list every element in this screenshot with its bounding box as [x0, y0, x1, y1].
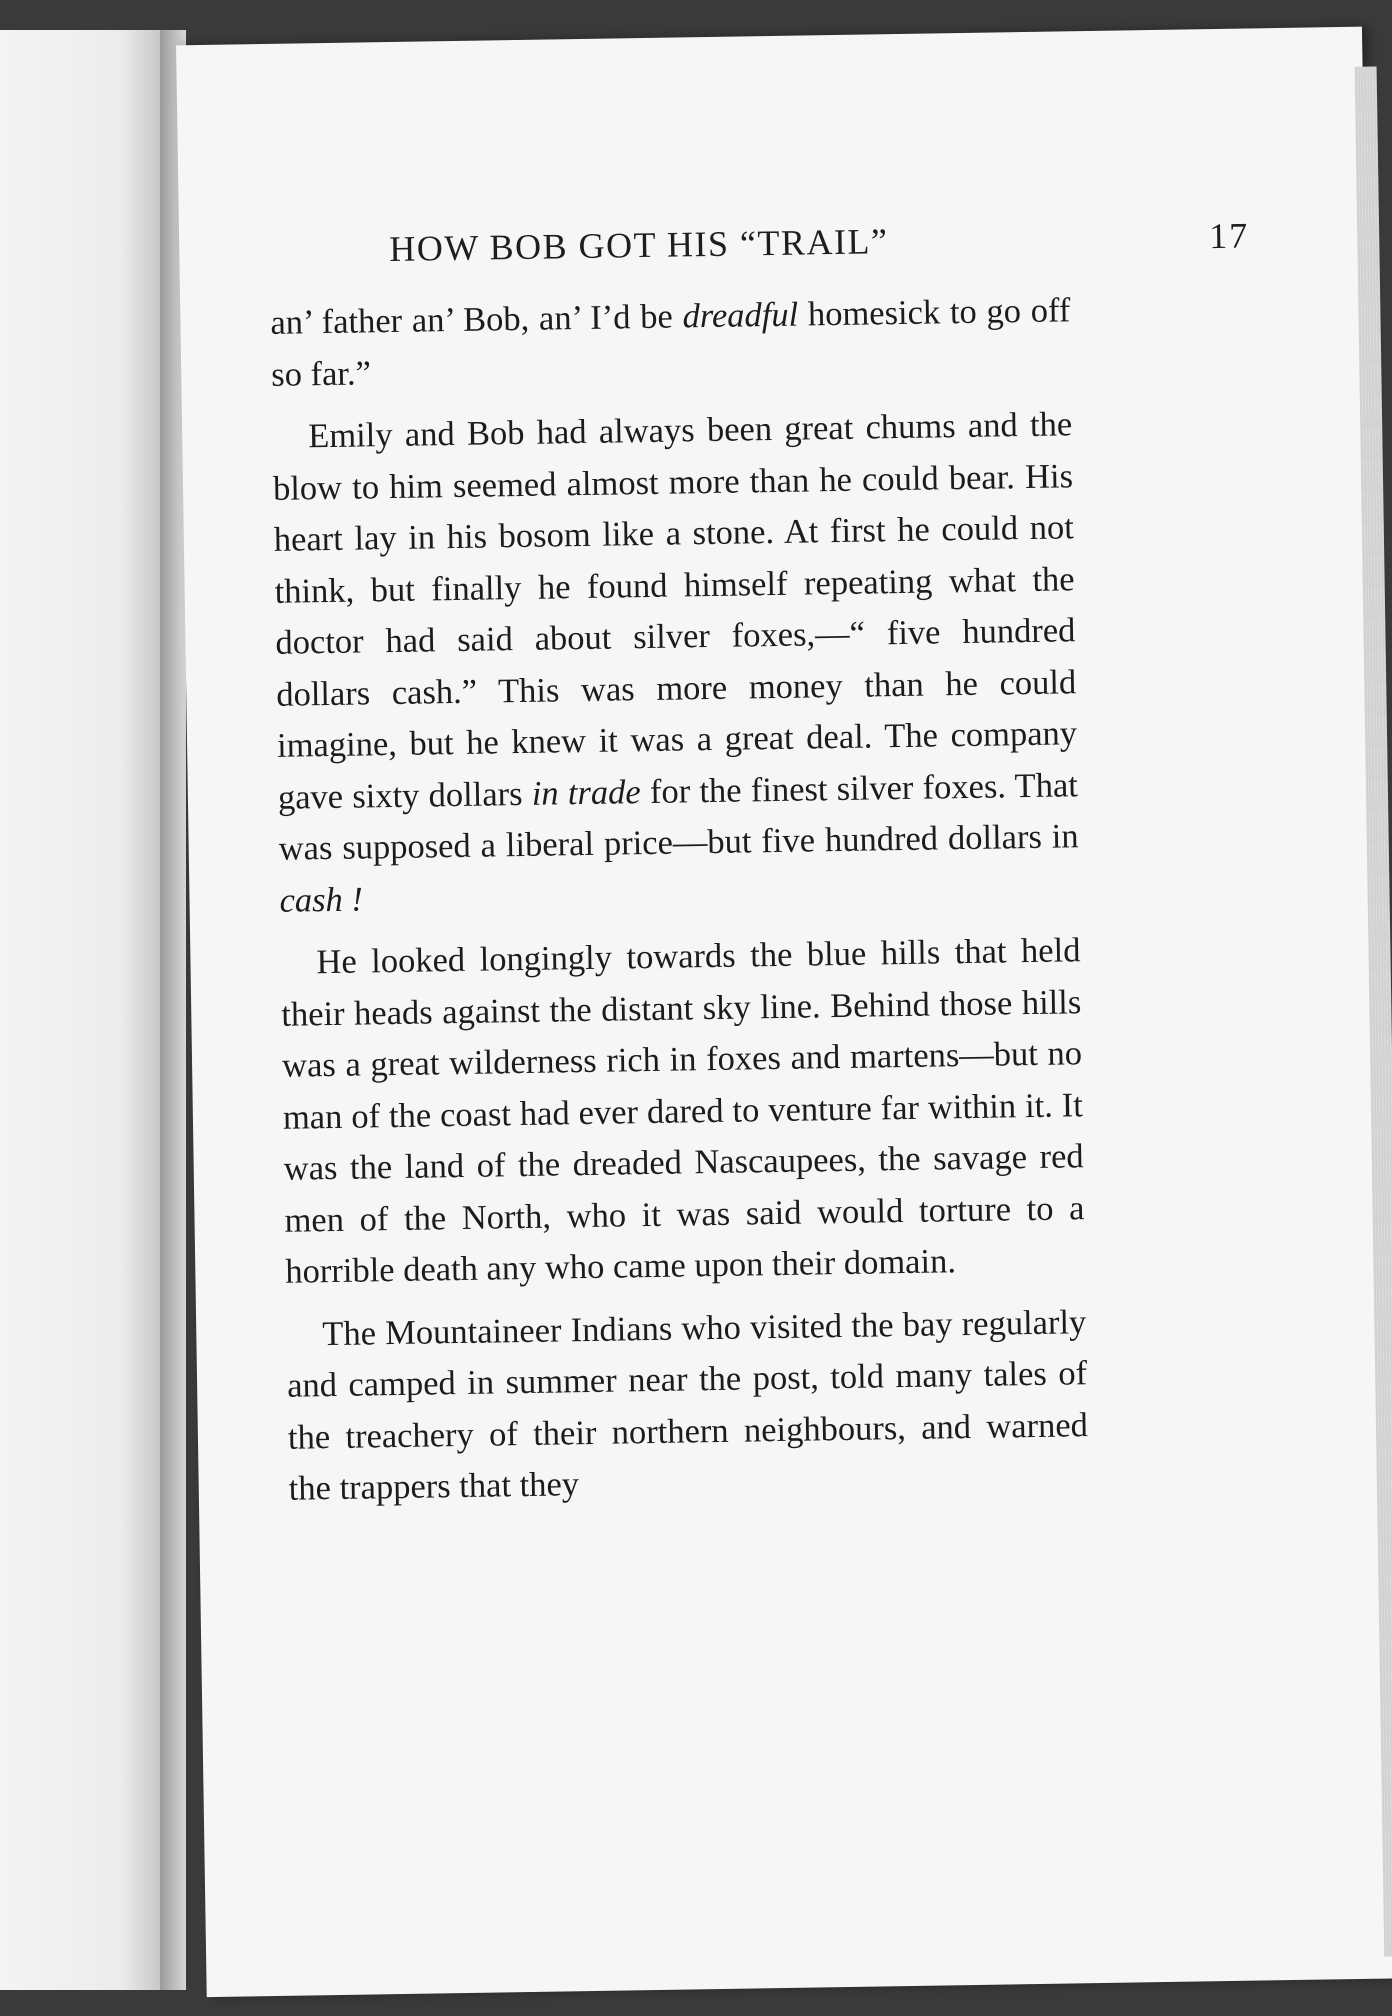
running-title: HOW BOB GOT HIS “TRAIL”: [388, 221, 889, 269]
text-segment: He looked longingly towards the blue hills that held their heads against the distant sky line. Behind those hills was a great wilderness rich in foxes and martens—but no man of the coast had ever dared to venture far within it. It was the land of the dreaded Nascaupees, the savage red men of the North, who it was said would torture to a horrible death any who came upon their domain.: [281, 931, 1085, 1291]
paragraph-1: [270, 285, 1072, 401]
body-text: [270, 285, 1089, 1526]
paragraph-4: [286, 1297, 1089, 1516]
book-page: [176, 27, 1392, 1997]
text-segment: for the finest silver foxes. That was supposed a liberal price—but five hundred dollars in: [278, 765, 1079, 868]
previous-page-leaf: [0, 30, 172, 1990]
page-number: 17: [1208, 215, 1250, 257]
page-edges: [1355, 66, 1392, 1956]
paragraph-2: [272, 399, 1080, 927]
text-segment: homesick to go off so far.”: [270, 291, 1071, 394]
italic-segment: cash !: [279, 879, 364, 920]
text-segment: an’ father an’ Bob, an’ I’d be: [270, 297, 683, 342]
italic-segment: in trade: [531, 772, 641, 813]
running-header: [389, 214, 1250, 270]
italic-segment: dreadful: [682, 295, 799, 336]
text-segment: Emily and Bob had always been great chums and the blow to him seemed almost more than he could bear. His heart lay in his bosom like a stone. At first he could not think, but finally he found himself repeating what the doctor had said about silver foxes,—“ five hundred dollars cash.” This was more money than he could imagine, but he knew it was a great deal. The company gave sixty dollars: [272, 405, 1078, 817]
paragraph-3: [280, 925, 1086, 1298]
text-segment: The Mountaineer Indians who visited the bay regularly and camped in summer near the post, told many tales of the treachery of their northern neighbours, and warned the trappers that they: [286, 1302, 1089, 1508]
